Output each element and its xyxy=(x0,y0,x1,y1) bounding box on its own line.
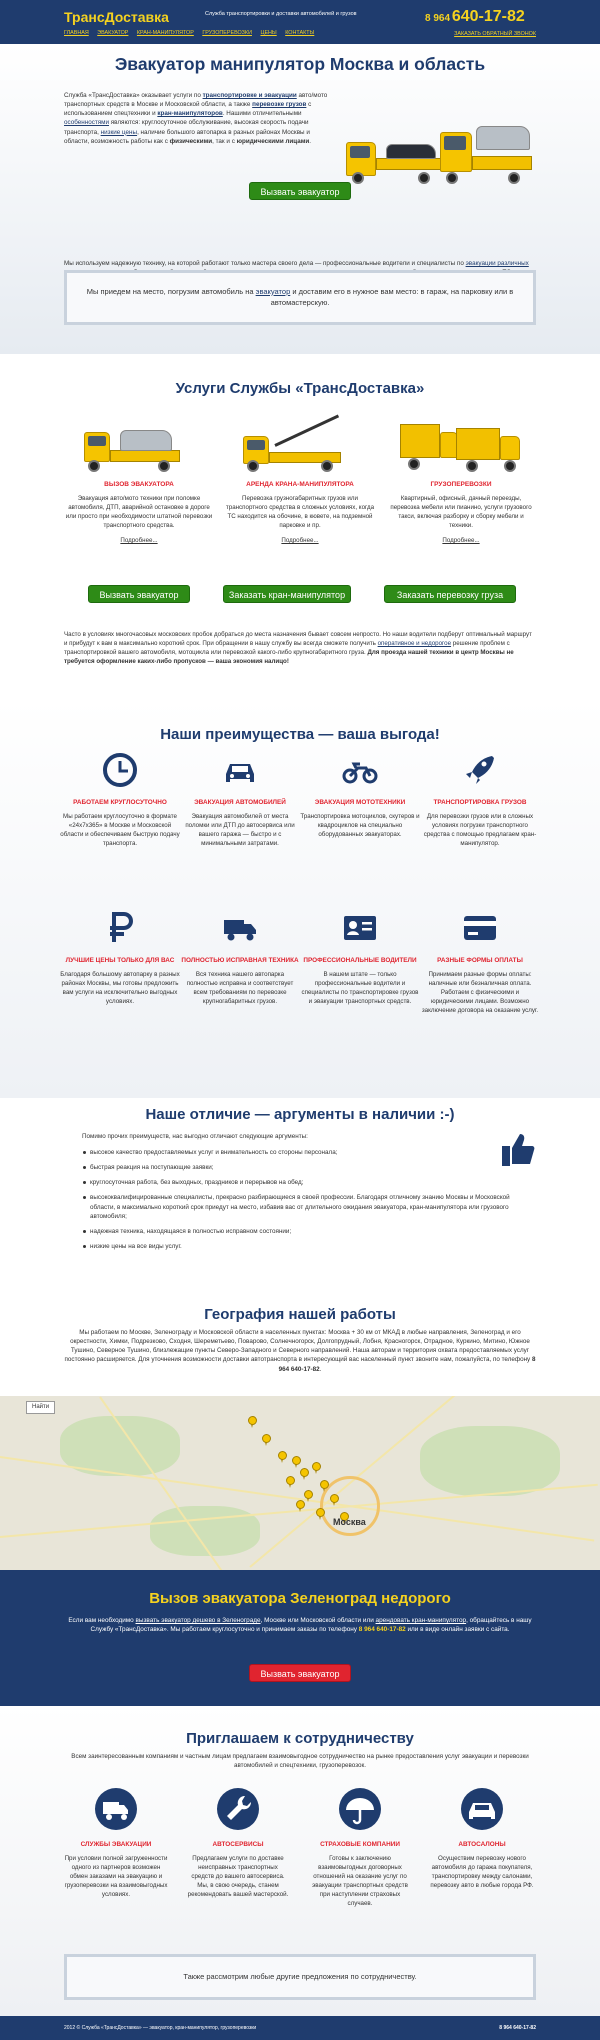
link-transport[interactable]: транспортировке и эвакуации xyxy=(202,92,297,99)
advantage-item xyxy=(180,752,300,849)
call-tow-truck-button[interactable]: Вызвать эвакуатор xyxy=(88,585,190,603)
hero-callout-box xyxy=(64,270,536,325)
map-pin[interactable] xyxy=(286,1476,295,1488)
advantages-title: Наши преимущества — ваша выгода! xyxy=(160,726,440,743)
advantage-item xyxy=(300,752,420,840)
footer-phone[interactable]: 8 964 640-17-82 xyxy=(499,2025,536,2031)
main-nav xyxy=(64,30,321,38)
partners-text: Всем заинтересованным компаниям и частным лицам предлагаем взаимовыгодное сотрудничество на рынке предоставления услуг эвакуации и перевозки автомобилей и спецтехники, грузоперевозок. xyxy=(71,1753,529,1770)
partner-desc: Готовы к заключению взаимовыгодных договорных отношений на оказание услуг по эвакуации транспортных средств при наступлении страховых случаев. xyxy=(312,1855,408,1908)
service-title: ГРУЗОПЕРЕВОЗКИ xyxy=(430,481,492,488)
text: или в виде онлайн заявки с сайта. xyxy=(405,1626,510,1634)
text: авто/мото транспортных средств в Москве и Московской области, а также xyxy=(64,92,328,109)
link-cranes[interactable]: кран-манипуляторов xyxy=(157,110,223,118)
map-pin[interactable] xyxy=(300,1468,309,1480)
link-cargo[interactable]: перевозке грузов xyxy=(252,101,307,109)
advantages-section xyxy=(0,700,600,1098)
advantage-title: ПОЛНОСТЬЮ ИСПРАВНАЯ ТЕХНИКА xyxy=(181,957,299,964)
call-tow-truck-button[interactable]: Вызвать эвакуатор xyxy=(249,1664,351,1682)
services-paragraph xyxy=(64,631,536,667)
link-rent-crane[interactable]: арендовать кран-манипулятор xyxy=(375,1617,467,1624)
partner-item xyxy=(186,1788,290,1900)
service-card-crane xyxy=(225,414,375,546)
partner-desc: При условии полной загруженности одного из партнеров возможен обмен заказами на эвакуацию и грузоперевозки на взаимовыгодных условиях. xyxy=(64,1855,168,1899)
text: Часто в условиях многочасовых московских пробок добраться до места назначения бывает совсем непросто. Но наши водители подберут оптимальный маршрут и прибудут к вам в максимально короткий срок. При обращении в нашу службу вы всегда сможете получить xyxy=(64,631,532,647)
zelenograd-title: Вызов эвакуатора Зеленоград недорого xyxy=(149,1590,451,1607)
site-header xyxy=(0,0,600,44)
advantage-desc: В нашем штате — только профессиональные водители и специалисты по транспортировке грузов и эвакуации транспортных средств. xyxy=(301,971,419,1006)
wrench-icon xyxy=(217,1788,259,1830)
advantage-item xyxy=(420,752,540,849)
credit-card-icon xyxy=(462,910,498,946)
text: , Москве или Московской области или xyxy=(260,1617,376,1624)
geography-section xyxy=(0,1284,600,1570)
text: Мы приедем на место, погрузим автомобиль на xyxy=(86,286,256,296)
partner-title: СТРАХОВЫЕ КОМПАНИИ xyxy=(320,1841,400,1848)
more-link[interactable]: Подробнее... xyxy=(442,537,480,545)
geography-phone: 8 964 640-17-82 xyxy=(278,1356,536,1373)
partner-title: АВТОСЕРВИСЫ xyxy=(212,1841,264,1848)
services-section xyxy=(0,354,600,700)
hero-intro xyxy=(64,91,332,146)
tow-truck-image xyxy=(64,414,214,474)
motorcycle-icon xyxy=(342,752,378,788)
text: решение проблем с транспортировкой вашего автомобиля, мотоцикла или перевозкой какого-либо крупногабаритного груза. xyxy=(64,639,510,656)
zelenograd-phone: 8 964 640-17-82 xyxy=(358,1626,406,1634)
text: . Нашими отличительными xyxy=(222,110,302,118)
service-title: АРЕНДА КРАНА-МАНИПУЛЯТОРА xyxy=(246,481,354,488)
arguments-list xyxy=(82,1148,514,1257)
rocket-icon xyxy=(462,752,498,788)
thumbs-up-icon xyxy=(500,1130,536,1170)
umbrella-icon xyxy=(339,1788,381,1830)
advantage-title: ТРАНСПОРТИРОВКА ГРУЗОВ xyxy=(433,799,527,806)
list-item: высокое качество предоставляемых услуг и внимательность со стороны персонала; xyxy=(82,1148,514,1157)
list-item: круглосуточная работа, без выходных, праздников и перерывов на обед; xyxy=(82,1178,514,1187)
nav-item-cargo[interactable]: ГРУЗОПЕРЕВОЗКИ xyxy=(202,30,252,36)
car-icon xyxy=(222,752,258,788)
link-evacuation[interactable]: эвакуации различных xyxy=(465,260,529,267)
text: Мы работаем по Москве, Зеленограду и Московской области в населенных пунктах: Москва + 30 км от МКАД в любые направления, Зеленоград и его окрестности, Химки, Подрезково, Сходня, Шереметьево, Поварово, Солнечногорск, Долгопрудный, Лобня, Красногорск, Отрадное, Куркино, Митино, Южное Тушино, Северное Тушино, близлежащие пункты Северо-Западного и Северного направлений. Наша авторам и территория охвата предоставляемых услуг постоянно расширяется. Для уточнения возможности доставки автотранспорта в интересующий вас населенный пункт звоните нам, пожалуйста, по телефону xyxy=(64,1329,531,1364)
site-tagline: Служба транспортировки и доставки автомобилей и грузов xyxy=(205,11,357,17)
partner-desc: Предлагаем услуги по доставке неисправных транспортных средств до вашего автосервиса. Мы, в свою очередь, станем рекомендовать вашей мастерской. xyxy=(187,1855,289,1899)
phone-prefix: 8 964 xyxy=(425,13,451,24)
partner-title: СЛУЖБЫ ЭВАКУАЦИИ xyxy=(80,1841,152,1848)
car-icon xyxy=(461,1788,503,1830)
map-city-label: Москва xyxy=(333,1517,366,1527)
map-pin[interactable] xyxy=(316,1508,325,1520)
text: . xyxy=(309,137,312,145)
service-title: ВЫЗОВ ЭВАКУАТОРА xyxy=(104,481,174,488)
hero-section xyxy=(0,44,600,354)
advantage-desc: Принимаем разные формы оплаты: наличные или безналичная оплата. Работаем с физическими и юридическими лицами. Возможно заключение договора на оказание услуг. xyxy=(421,971,539,1015)
arguments-lead: Помимо прочих преимуществ, нас выгодно отличают следующие аргументы: xyxy=(82,1133,308,1140)
advantage-item xyxy=(60,910,180,1007)
strong-text: Для проезда нашей техники в центр Москвы не требуется оформление каких-либо пропусков — ваша экономия налицо! xyxy=(64,648,514,665)
service-card-cargo xyxy=(386,414,536,546)
service-desc: Квартирный, офисный, дачный переезды, перевозка мебели или пианино, услуги грузового такси, включая разборку и сборку мебели и техники. xyxy=(390,495,532,530)
map-pin[interactable] xyxy=(330,1494,339,1506)
text: являются: круглосуточное обслуживание, высокая скорость подачи транспорта, xyxy=(64,119,309,136)
link-low-prices[interactable]: низкие цены xyxy=(100,128,138,136)
map-pin[interactable] xyxy=(304,1490,313,1502)
arguments-title: Наше отличие — аргументы в наличии :-) xyxy=(145,1106,455,1123)
strong-text: юридическими лицами xyxy=(236,137,310,145)
text: , наличие большого автопарка в разных районах Москвы и области, возможность работы как с xyxy=(64,128,310,145)
service-desc: Перевозка грузногабаритных грузов или транспортного средства в сложных условиях, когда ТС находится на обочине, в кювете, на подземной парковке и пр. xyxy=(225,495,375,530)
more-link[interactable]: Подробнее... xyxy=(281,537,319,545)
page-title: Эвакуатор манипулятор Москва и область xyxy=(114,54,486,74)
link-cheap-tow[interactable]: вызвать эвакуатор дешево в Зеленограде xyxy=(135,1617,261,1624)
map-pin[interactable] xyxy=(278,1451,287,1463)
tow-truck-image xyxy=(344,112,534,202)
text: с использованием спецтехники и xyxy=(64,101,312,118)
advantage-title: ЭВАКУАЦИЯ АВТОМОБИЛЕЙ xyxy=(194,799,286,806)
link-evacuator[interactable]: эвакуатор xyxy=(255,286,291,296)
map-pin[interactable] xyxy=(248,1416,257,1428)
advantage-desc: Мы работаем круглосуточно в формате «24x7x365» в Москве и Московской области и обеспечиваем быструю подачу транспорта. xyxy=(60,813,180,848)
site-footer xyxy=(0,2016,600,2040)
partner-item xyxy=(308,1788,412,1909)
ruble-icon xyxy=(102,910,138,946)
list-item: высококвалифицированные специалисты, прекрасно разбирающиеся в своей профессии. Благодаря отличному знанию Москвы и Московской области, в максимально короткий срок приедут на место, избавив вас от длительного ожидания эвакуатора, кран-манипулятора или грузового автомобиля; xyxy=(82,1193,514,1220)
advantage-title: ЭВАКУАЦИЯ МОТОТЕХНИКИ xyxy=(314,799,406,806)
map-pin[interactable] xyxy=(262,1434,271,1446)
crane-truck-image xyxy=(225,414,375,474)
partners-callout-box xyxy=(64,1954,536,2000)
advantage-title: ПРОФЕССИОНАЛЬНЫЕ ВОДИТЕЛИ xyxy=(303,957,417,964)
arguments-section xyxy=(0,1098,600,1284)
map-find-button[interactable]: Найти xyxy=(26,1401,55,1414)
advantage-title: ЛУЧШИЕ ЦЕНЫ ТОЛЬКО ДЛЯ ВАС xyxy=(65,957,175,964)
map-pin[interactable] xyxy=(320,1480,329,1492)
service-desc: Эвакуация авто/мото техники при поломке автомобиля, ДТП, аварийной остановке в дороге или просто при необходимости штатной перевозки транспортного средства. xyxy=(65,495,213,530)
partner-title: АВТОСАЛОНЫ xyxy=(458,1841,506,1848)
advantage-desc: Эвакуация автомобилей от места поломки или ДТП до автосервиса или вашего гаража — быстро и с минимальными затратами. xyxy=(185,813,295,848)
text: Служба «ТрансДоставка» оказывает услуги по xyxy=(64,92,203,99)
call-tow-truck-button[interactable]: Вызвать эвакуатор xyxy=(249,182,351,200)
truck-icon xyxy=(222,910,258,946)
advantage-desc: Транспортировка мотоциклов, скутеров и квадроциклов на специально оборудованных эвакуаторах. xyxy=(300,813,420,839)
service-card-tow xyxy=(64,414,214,546)
nav-item-crane[interactable]: КРАН-МАНИПУЛЯТОР xyxy=(136,30,194,36)
advantage-item xyxy=(420,910,540,1016)
text: , так и с xyxy=(212,137,237,145)
advantage-desc: Вся техника нашего автопарка полностью исправна и соответствует всем требованиям по перевозке крупногабаритных грузов. xyxy=(186,971,294,1006)
partners-callout-text: Также рассмотрим любые другие предложения по сотрудничеству. xyxy=(183,1971,417,1981)
nav-item-prices[interactable]: ЦЕНЫ xyxy=(260,30,277,36)
zelenograd-text xyxy=(64,1616,536,1635)
advantage-item xyxy=(300,910,420,1007)
link-cheap[interactable]: оперативное и недорогое xyxy=(377,639,452,647)
zelenograd-section xyxy=(0,1570,600,1706)
cargo-trucks-image xyxy=(386,414,536,474)
services-title: Услуги Службы «ТрансДоставка» xyxy=(175,380,425,397)
more-link[interactable]: Подробнее... xyxy=(120,537,158,545)
truck-icon xyxy=(95,1788,137,1830)
map-pin[interactable] xyxy=(312,1462,321,1474)
advantage-item xyxy=(60,752,180,849)
phone-number: 640-17-82 xyxy=(451,8,525,25)
nav-item-contacts[interactable]: КОНТАКТЫ xyxy=(285,30,315,36)
nav-item-tow-truck[interactable]: ЭВАКУАТОР xyxy=(97,30,129,36)
map-pin[interactable] xyxy=(292,1456,301,1468)
geography-title: География нашей работы xyxy=(204,1306,396,1323)
list-item: надежная техника, находящаяся в полностью исправном состоянии; xyxy=(82,1227,514,1236)
clock-icon xyxy=(102,752,138,788)
text: и доставим его в нужное вам место: в гараж, на парковку или в автомастерскую. xyxy=(270,286,514,307)
advantage-item xyxy=(180,910,300,1007)
partner-item xyxy=(64,1788,168,1900)
order-cargo-button[interactable]: Заказать перевозку груза xyxy=(384,585,516,603)
text: Если вам необходимо xyxy=(68,1617,136,1624)
site-logo[interactable]: ТрансДоставка xyxy=(64,9,169,25)
order-crane-button[interactable]: Заказать кран-манипулятор xyxy=(223,585,351,603)
advantage-desc: Благодаря большому автопарку в разных районах Москвы, мы готовы предложить вам услуги на исключительно выгодных условиях. xyxy=(60,971,180,1006)
text: , обращайтесь в нашу Службу «ТрансДоставка». Мы работаем круглосуточно и принимаем заказы по телефону xyxy=(90,1617,532,1634)
partner-item xyxy=(430,1788,534,1891)
link-features[interactable]: особенностями xyxy=(64,119,110,127)
advantage-desc: Для перевозки грузов или в сложных условиях погрузки транспортного средства с помощью предлагаем кран-манипулятор. xyxy=(423,813,537,848)
advantage-title: РАБОТАЕМ КРУГЛОСУТОЧНО xyxy=(73,799,167,806)
id-card-icon xyxy=(342,910,378,946)
geography-text: Мы работаем по Москве, Зеленограду и Московской области в населенных пунктах: Москва + 30 км от МКАД в любые направления, Зеленоград и его окрестности, Химки, Подрезково, Сходня, Шереметьево, Поварово, Солнечногорск, Долгопрудный, Лобня, Красногорск, Отрадное, Куркино, Митино, Южное Тушино, Северное Тушино, близлежащие пункты Северо-Западного и Северного направлений. Наша авторам и территория охвата предоставляемых услуг постоянно расширяется. Для уточнения возможности доставки автотранспорта в интересующий вас населенный пункт звоните нам, пожалуйста, по телефону 8 964 640-17-82. xyxy=(64,1329,536,1373)
map-pin[interactable] xyxy=(296,1500,305,1512)
advantage-title: РАЗНЫЕ ФОРМЫ ОПЛАТЫ xyxy=(437,957,523,964)
header-phone[interactable] xyxy=(425,5,525,28)
strong-text: физическими xyxy=(169,137,213,145)
nav-item-home[interactable]: ГЛАВНАЯ xyxy=(64,30,89,36)
partners-section xyxy=(0,1706,600,2016)
list-item: низкие цены на все виды услуг. xyxy=(82,1242,514,1251)
coverage-map[interactable] xyxy=(0,1396,600,1570)
text: Мы используем надежную технику, на которой работают только мастера своего дела — профессиональные водители и специалисты по xyxy=(64,260,466,267)
partners-title: Приглашаем к сотрудничеству xyxy=(186,1730,414,1747)
list-item: быстрая реакция на поступающие заявки; xyxy=(82,1163,514,1172)
partner-desc: Осуществим перевозку нового автомобиля до гаража покупателя, транспортировку между салонами, перевозку авто в любые города РФ. xyxy=(430,1855,534,1890)
footer-copyright: 2012 © Служба «ТрансДоставка» — эвакуатор, кран-манипулятор, грузоперевозки xyxy=(64,2025,257,2031)
callback-link[interactable]: ЗАКАЗАТЬ ОБРАТНЫЙ ЗВОНОК xyxy=(454,31,536,37)
